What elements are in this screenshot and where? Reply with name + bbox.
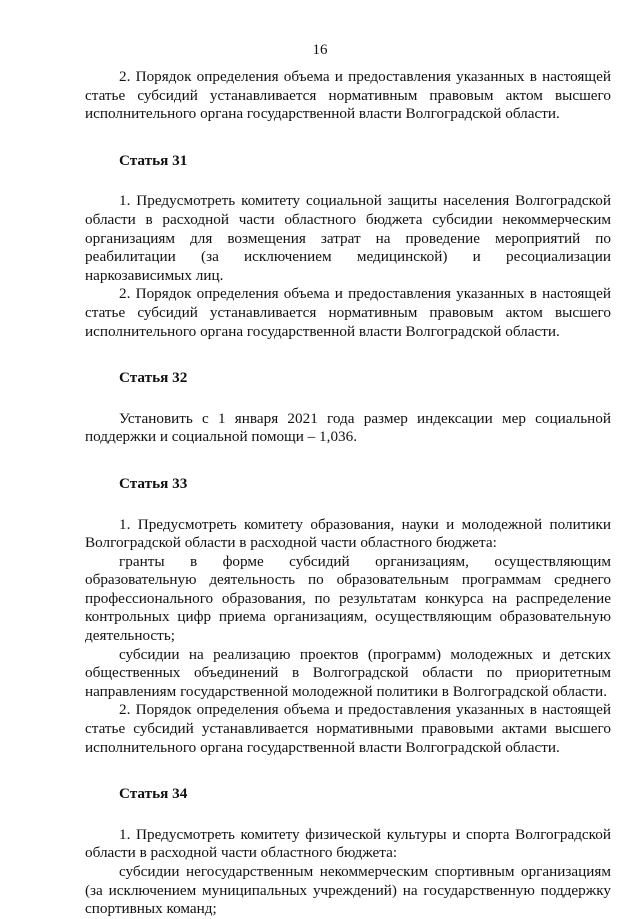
spacer (85, 494, 611, 516)
article-heading: Статья 34 (119, 785, 188, 803)
paragraph: субсидии негосударственным некоммерческим спортивным организациям (за исключением муниципальных учреждений) на государственную поддержку спортивных команд; (85, 863, 611, 918)
paragraph: гранты в форме субсидий организациям, осуществляющим образовательную деятельность по образовательным программам среднего профессионального образования, по результатам конкурса на распределение контрольных цифр приема организациям, осуществляющим образовательную деятельность; (85, 552, 611, 645)
spacer (85, 341, 611, 369)
paragraph: 1. Предусмотреть комитету образования, науки и молодежной политики Волгоградской области в расходной части областного бюджета: (85, 515, 611, 552)
article-heading: Статья 32 (119, 369, 188, 387)
paragraph: 2. Порядок определения объема и предоставления указанных в настоящей статье субсидий устанавливается нормативными правовыми актами высшего исполнительного органа государственной власти Волгоградской области. (85, 701, 611, 756)
paragraph: Установить с 1 января 2021 года размер индексации мер социальной поддержки и социальной помощи – 1,036. (85, 409, 611, 446)
paragraph: 2. Порядок определения объема и предоставления указанных в настоящей статье субсидий устанавливается нормативным правовым актом высшего исполнительного органа государственной власти Волгоградской области. (85, 285, 611, 340)
spacer (85, 170, 611, 192)
paragraph: 1. Предусмотреть комитету социальной защиты населения Волгоградской области в расходной части областного бюджета субсидии некоммерческим организациям для возмещения затрат на проведение мероприятий по реабилитации (за исключением медицинской) и ресоциализации наркозависимых лиц. (85, 192, 611, 284)
paragraph: 2. Порядок определения объема и предоставления указанных в настоящей статье субсидий устанавливается нормативным правовым актом высшего исполнительного органа государственной власти Волгоградской области. (85, 68, 611, 123)
spacer (85, 388, 611, 410)
spacer (85, 447, 611, 475)
spacer (85, 804, 611, 826)
document-body (85, 68, 611, 919)
article-heading: Статья 33 (119, 474, 188, 492)
spacer (85, 757, 611, 785)
paragraph: 1. Предусмотреть комитету физической культуры и спорта Волгоградской области в расходной части областного бюджета: (85, 825, 611, 862)
spacer (85, 124, 611, 152)
paragraph: субсидии на реализацию проектов (программ) молодежных и детских общественных объединений в Волгоградской области по приоритетным направлениям государственной молодежной политики в Волгоградской области. (85, 645, 611, 700)
article-heading: Статья 31 (119, 151, 188, 169)
page-number: 16 (312, 42, 328, 58)
